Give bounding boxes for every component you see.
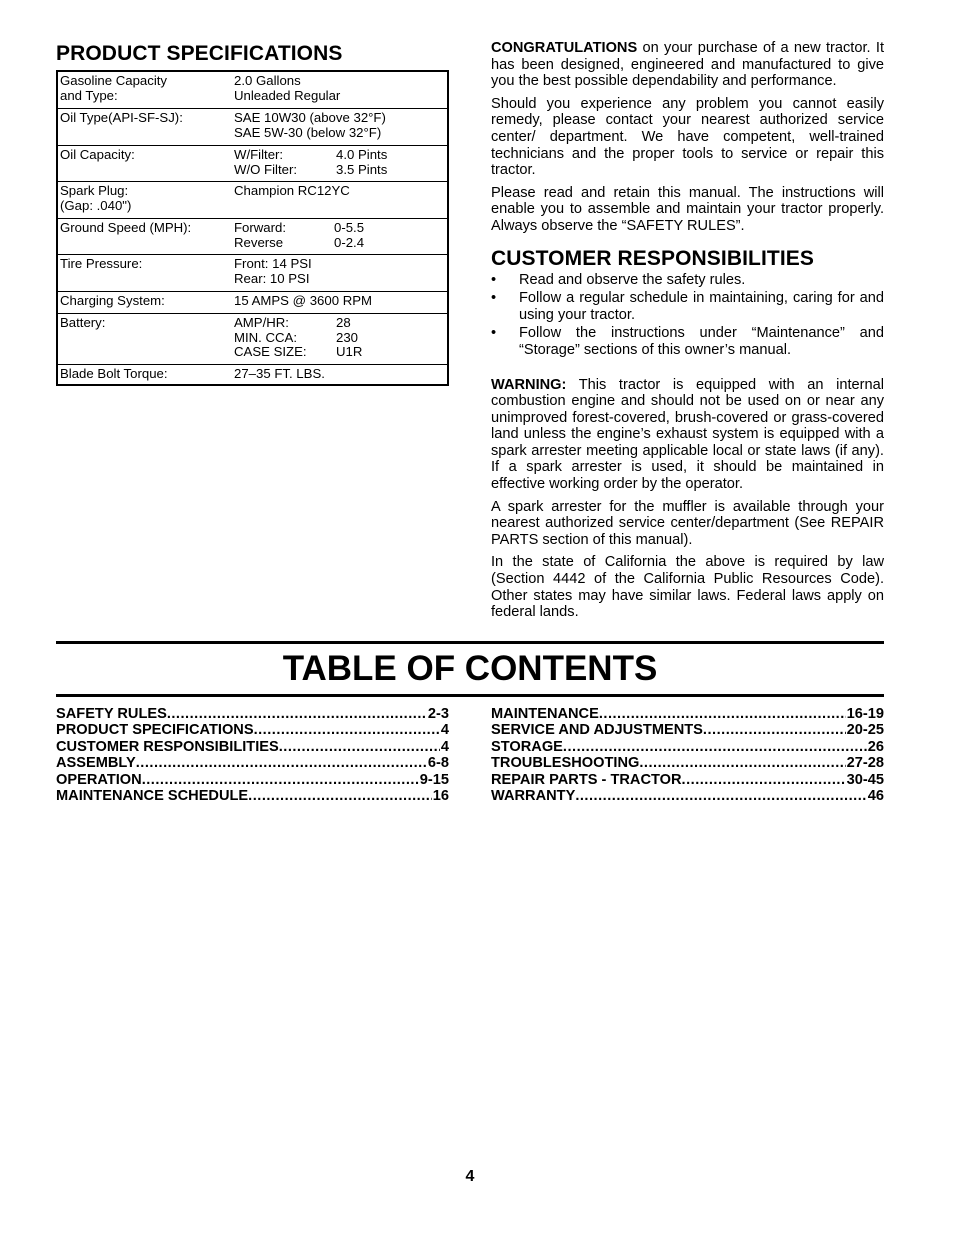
toc-entry-page: 16	[432, 788, 449, 805]
list-item-text: Follow a regular schedule in maintaining, caring for and using your tractor.	[519, 290, 884, 323]
bullet-icon: •	[491, 290, 497, 307]
toc-rule-bottom	[56, 694, 884, 697]
toc-entry	[491, 788, 884, 804]
warning-label: WARNING:	[491, 376, 567, 393]
toc-entry	[491, 722, 884, 738]
toc-title: TABLE OF CONTENTS	[282, 649, 658, 688]
list-item	[491, 290, 884, 323]
spec-label: Oil Capacity:	[60, 147, 135, 162]
list-item	[491, 272, 884, 289]
toc-entry-page: 9-15	[419, 771, 449, 788]
spec-table	[56, 70, 449, 386]
toc-leader	[279, 739, 440, 755]
spec-row	[58, 254, 447, 291]
toc-entry-page: 4	[440, 738, 449, 755]
toc-leader	[599, 706, 846, 722]
spec-value: 2.0 Gallons Unleaded Regular	[234, 73, 341, 103]
customer-resp-list	[491, 272, 884, 359]
congrats-bold: CONGRATULATIONS	[491, 40, 638, 56]
toc-leader	[167, 706, 427, 722]
toc-entry	[491, 739, 884, 755]
warning-paragraph	[491, 377, 884, 493]
intro-paragraph-2: Should you experience any problem you cannot easily remedy, please contact your nearest authorized service center/ department. We have competent, well-trained technicians and the proper tools to service or repair this tractor.	[491, 95, 884, 179]
spec-row	[58, 72, 447, 108]
toc-entry	[491, 706, 884, 722]
toc-leader	[575, 788, 866, 804]
california-paragraph: In the state of California the above is required by law (Section 4442 of the California Public Resources Code). Other states may have similar laws. Federal laws apply on federal lands.	[491, 554, 884, 621]
spec-value: SAE 10W30 (above 32°F) SAE 5W-30 (below 32°F)	[234, 110, 386, 140]
toc-entry-page: 20-25	[846, 722, 884, 739]
toc-entry	[56, 755, 449, 771]
toc-entry	[56, 788, 449, 804]
spec-label: Ground Speed (MPH):	[60, 220, 192, 235]
toc-entry-name: ASSEMBLY	[56, 755, 136, 772]
toc-leader	[639, 755, 845, 771]
toc-entry-name: REPAIR PARTS - TRACTOR	[491, 771, 682, 788]
spec-label: Gasoline Capacity and Type:	[60, 73, 168, 103]
list-item-text: Follow the instructions under “Maintenance” and “Storage” sections of this owner’s manual.	[519, 325, 884, 358]
toc-entry-name: CUSTOMER RESPONSIBILITIES	[56, 738, 279, 755]
toc-leader	[682, 772, 846, 788]
toc-entry-page: 6-8	[427, 755, 449, 772]
spec-value-2: 4.0 Pints 3.5 Pints	[336, 147, 388, 177]
spec-label: Blade Bolt Torque:	[60, 366, 168, 381]
bullet-icon: •	[491, 325, 497, 342]
spec-row	[58, 218, 447, 254]
spec-row	[58, 181, 447, 218]
toc-entry-name: WARRANTY	[491, 788, 576, 805]
spec-row	[58, 364, 447, 384]
toc-entry	[56, 739, 449, 755]
toc-leader	[254, 722, 440, 738]
spec-label: Spark Plug: (Gap: .040")	[60, 183, 132, 213]
toc-entry	[56, 722, 449, 738]
spec-value: Champion RC12YC	[234, 183, 350, 198]
toc-entry	[491, 772, 884, 788]
toc-entry	[491, 755, 884, 771]
toc-entry-name: PRODUCT SPECIFICATIONS	[56, 722, 254, 739]
congrats-paragraph	[491, 40, 884, 90]
spec-label: Oil Type(API-SF-SJ):	[60, 110, 183, 125]
toc-entry	[56, 706, 449, 722]
list-item	[491, 325, 884, 358]
toc-entry-page: 46	[867, 788, 884, 805]
spec-row	[58, 145, 447, 181]
toc-entry-name: MAINTENANCE	[491, 706, 599, 722]
congrats-text: on your purchase of a new tractor. It has been designed, engineered and manufactured to give you the best possible dependability and performance.	[491, 40, 884, 90]
toc-leader	[703, 722, 846, 738]
toc-entry-name: SAFETY RULES	[56, 706, 167, 722]
toc-leader	[563, 739, 867, 755]
page-number: 4	[465, 1168, 475, 1185]
toc-entry-page: 16-19	[846, 706, 884, 722]
toc-left-column	[56, 706, 449, 804]
spec-label: Charging System:	[60, 293, 165, 308]
spark-arrester-paragraph: A spark arrester for the muffler is available through your nearest authorized service center/department (See REPAIR PARTS section of this manual).	[491, 498, 884, 548]
spec-value: 27–35 FT. LBS.	[234, 366, 325, 381]
spec-row	[58, 313, 447, 364]
toc-entry-page: 30-45	[846, 771, 884, 788]
toc-entry-page: 4	[440, 722, 449, 739]
spec-label: Battery:	[60, 315, 106, 330]
toc-rule-top	[56, 641, 884, 644]
toc-entry-name: OPERATION	[56, 771, 142, 788]
customer-resp-heading: CUSTOMER RESPONSIBILITIES	[491, 246, 814, 270]
toc-entry-name: SERVICE AND ADJUSTMENTS	[491, 722, 703, 739]
toc-entry-name: TROUBLESHOOTING	[491, 755, 640, 772]
toc-right-column	[491, 706, 884, 804]
spec-value: AMP/HR: MIN. CCA: CASE SIZE:	[234, 315, 307, 360]
spec-value: Front: 14 PSI Rear: 10 PSI	[234, 256, 312, 286]
toc-entry-page: 27-28	[846, 755, 884, 772]
spec-label: Tire Pressure:	[60, 256, 143, 271]
list-item-text: Read and observe the safety rules.	[519, 271, 746, 288]
bullet-icon: •	[491, 271, 497, 288]
toc-leader	[142, 772, 419, 788]
spec-value-2: 0-5.5 0-2.4	[334, 220, 365, 250]
toc-leader	[136, 755, 427, 771]
toc-leader	[248, 788, 432, 804]
right-column	[491, 40, 884, 627]
spec-row	[58, 291, 447, 313]
toc-entry-name: STORAGE	[491, 738, 563, 755]
spec-row	[58, 108, 447, 145]
toc-entry	[56, 772, 449, 788]
product-specs-heading: PRODUCT SPECIFICATIONS	[56, 42, 343, 65]
intro-paragraph-3: Please read and retain this manual. The instructions will enable you to assemble and maintain your tractor properly. Always observe the “SAFETY RULES”.	[491, 184, 884, 234]
toc-entry-page: 2-3	[427, 706, 449, 722]
toc-entry-name: MAINTENANCE SCHEDULE	[56, 788, 249, 805]
spec-value: W/Filter: W/O Filter:	[234, 147, 298, 177]
warning-text: This tractor is equipped with an internal combustion engine and should not be used on or near any unimproved forest-covered, brush-covered or grass-covered land unless the engine’s exhaust system is equipped with a spark arrester meeting applicable local or state laws (if any). If a spark arrester is used, it should be maintained in effective working order by the operator.	[491, 376, 884, 493]
spec-value: Forward: Reverse	[234, 220, 287, 250]
spec-value-2: 28 230 U1R	[336, 315, 363, 360]
spec-value: 15 AMPS @ 3600 RPM	[234, 293, 372, 308]
toc-entry-page: 26	[867, 738, 884, 755]
